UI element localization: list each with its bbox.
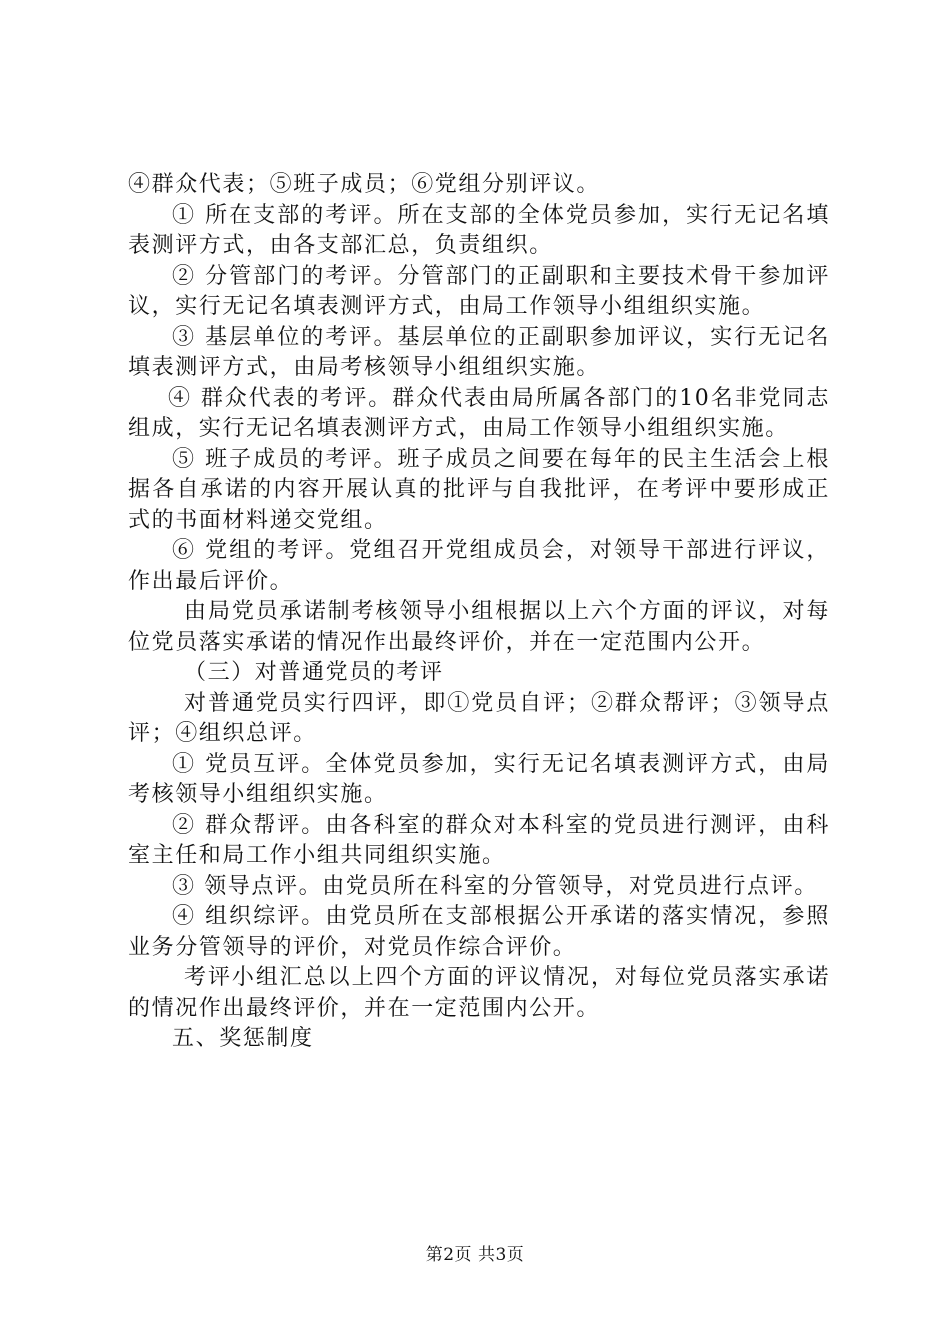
paragraph-organization-evaluation: ④ 组织综评。由党员所在支部根据公开承诺的落实情况，参照业务分管领导的评价，对党员作综合评价。 — [128, 904, 830, 960]
paragraph-branch-evaluation: ① 所在支部的考评。所在支部的全体党员参加，实行无记名填表测评方式，由各支部汇总，负责组织。 — [128, 202, 830, 258]
paragraph-leader-comment: ③ 领导点评。由党员所在科室的分管领导，对党员进行点评。 — [172, 873, 818, 899]
paragraph-evaluators-list: ④群众代表；⑤班子成员；⑥党组分别评议。 — [128, 172, 601, 197]
paragraph-grassroots-evaluation: ③ 基层单位的考评。基层单位的正副职参加评议，实行无记名填表测评方式，由局考核领导小组组织实施。 — [128, 324, 830, 380]
paragraph-public-representative-evaluation: ④ 群众代表的考评。群众代表由局所属各部门的10名非党同志组成，实行无记名填表测评方式，由局工作领导小组组织实施。 — [128, 385, 830, 441]
paragraph-final-evaluation-leaders: 由局党员承诺制考核领导小组根据以上六个方面的评议，对每位党员落实承诺的情况作出最终评价，并在一定范围内公开。 — [128, 599, 830, 655]
paragraph-final-evaluation-members: 考评小组汇总以上四个方面的评议情况，对每位党员落实承诺的情况作出最终评价，并在一定范围内公开。 — [128, 965, 830, 1021]
paragraph-team-member-evaluation: ⑤ 班子成员的考评。班子成员之间要在每年的民主生活会上根据各自承诺的内容开展认真的批评与自我批评，在考评中要形成正式的书面材料递交党组。 — [128, 446, 830, 533]
paragraph-department-evaluation: ② 分管部门的考评。分管部门的正副职和主要技术骨干参加评议，实行无记名填表测评方式，由局工作领导小组组织实施。 — [128, 263, 830, 319]
section-heading-rewards-penalties: 五、奖惩制度 — [172, 1026, 314, 1051]
paragraph-peer-evaluation: ① 党员互评。全体党员参加，实行无记名填表测评方式，由局考核领导小组组织实施。 — [128, 751, 830, 807]
paragraph-public-help-evaluation: ② 群众帮评。由各科室的群众对本科室的党员进行测评，由科室主任和局工作小组共同组织实施。 — [128, 812, 830, 868]
page-number-footer: 第2页 共3页 — [425, 1245, 525, 1265]
document-body — [128, 170, 830, 1055]
section-heading-ordinary-members: （三）对普通党员的考评 — [184, 660, 444, 685]
paragraph-four-evaluations: 对普通党员实行四评，即①党员自评；②群众帮评；③领导点评；④组织总评。 — [128, 690, 830, 746]
paragraph-party-group-evaluation: ⑥ 党组的考评。党组召开党组成员会，对领导干部进行评议，作出最后评价。 — [128, 538, 830, 594]
